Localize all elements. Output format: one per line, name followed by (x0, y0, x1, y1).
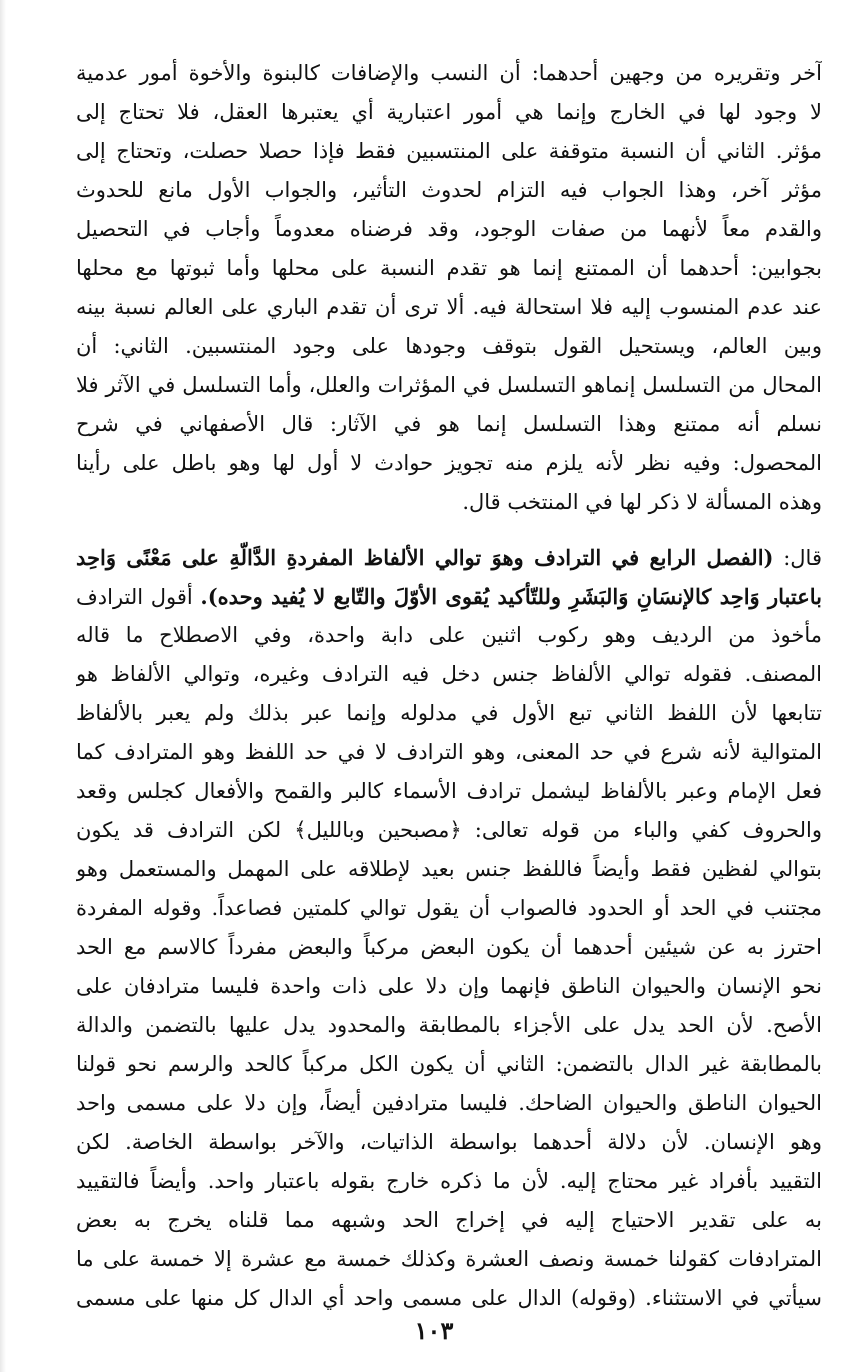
commentary-start: أقول الترادف (76, 585, 201, 609)
paragraph-2 (76, 538, 822, 1318)
text-line: وهذه المسألة لا ذكر لها في المنتخب قال. (462, 490, 822, 514)
text-line: بتوالي لفظين فقط وأيضاً فاللفظ جنس بعيد لإطلاقه على المهمل والمستعمل وهو (76, 857, 822, 881)
text-line: بالمطابقة غير الدال بالتضمن: الثاني أن يكون الكل مركباً كالحد والرسم نحو قولنا (76, 1052, 822, 1076)
text-line: المترادفات كقولنا خمسة ونصف العشرة وكذلك خمسة مع عشرة إلا خمسة على ما (76, 1247, 822, 1271)
text-line: مؤثر. الثاني أن النسبة متوقفة على المنتسبين فقط فإذا حصلا حصلت، وتحتاج إلى (76, 139, 822, 163)
text-line: والقدم معاً لأنهما من صفات الوجود، وقد فرضناه معدوماً وأجاب في التحصيل (76, 217, 822, 241)
text-line: الحيوان الناطق والحيوان الضاحك. فليسا مترادفين أيضاً، وإن دلا على مسمى واحد (76, 1091, 822, 1115)
text-line: عند عدم المنسوب إليه فلا استحالة فيه. ألا ترى أن تقدم الباري على العالم نسبة بينه (76, 295, 822, 319)
page-number: ١٠٣ (414, 1316, 454, 1345)
text-line: المحصول: وفيه نظر لأنه يلزم منه تجويز حوادث لا أول لها وهو باطل على رأينا (76, 451, 822, 475)
text-line: لا وجود لها في الخارج وإنما هي أمور اعتبارية أي يعتبرها العقل، فلا تحتاج إلى (76, 100, 822, 124)
text-line: مؤثر آخر، وهذا الجواب فيه التزام لحدوث التأثير، والجواب الأول مانع للحدوث (76, 178, 822, 202)
text-line: سيأتي في الاستثناء. (وقوله) الدال على مسمى واحد أي الدال كل منها على مسمى (76, 1286, 822, 1310)
text-line: التقييد بأفراد غير محتاج إليه. لأن ما ذكره خارج بقوله باعتبار واحد. وأيضاً فالتقييد (76, 1169, 822, 1193)
quoted-chapter-title: (الفصل الرابع في الترادف وهوَ توالي الألفاظ المفردةِ الدَّالّةِ على مَعْنًى وَاحِد (76, 545, 774, 570)
text-line: آخر وتقريره من وجهين أحدهما: أن النسب والإضافات كالبنوة والأخوة أمور عدمية (76, 61, 822, 85)
page-edge-shadow (0, 0, 6, 1372)
text-line: فعل الإمام وعبر بالألفاظ ليشمل ترادف الأسماء كالبر والقمح والأفعال كجلس وقعد (76, 779, 822, 803)
text-line-quoted-heading (76, 538, 822, 577)
text-line: تتابعها لأن اللفظ الثاني تبع الأول في مدلوله وإنما عبر بذلك ولم يعبر بالألفاظ (76, 701, 822, 725)
text-line: مجتنب في الحد أو الحدود فالصواب أن يقول توالي كلمتين فصاعداً. وقوله المفردة (76, 896, 822, 920)
quoted-chapter-title-cont: باعتبار وَاحِد كالإنسَانِ وَالبَشَرِ وللتّأكيد يُقوى الأوّلَ والتّابع لا يُفيد وحده). (200, 584, 822, 609)
text-line: المصنف. فقوله توالي الألفاظ جنس دخل فيه الترادف وغيره، وتوالي الألفاظ هو (76, 662, 822, 686)
text-line: بجوابين: أحدهما أن الممتنع إنما هو تقدم النسبة على محلها وأما ثبوتها مع محلها (76, 256, 822, 280)
text-line: به على تقدير الاحتياج إليه في إخراج الحد وشبهه مما قلناه يخرج به بعض (76, 1208, 822, 1232)
text-line: نحو الإنسان والحيوان الناطق فإنهما وإن دلا على ذات واحدة فليسا مترادفان على (76, 974, 822, 998)
text-line: وهو الإنسان. لأن دلالة أحدهما بواسطة الذاتيات، والآخر بواسطة الخاصة. لكن (76, 1130, 822, 1154)
quote-intro: قال: (773, 546, 822, 570)
text-line-quoted-heading (76, 577, 822, 616)
paragraph-1 (76, 54, 822, 522)
text-line: المتوالية لأنه شرع في حد المعنى، وهو الترادف لا في حد اللفظ وهو المترادف كما (76, 740, 822, 764)
text-line: مأخوذ من الرديف وهو ركوب اثنين على دابة واحدة، وفي الاصطلاح ما قاله (76, 623, 822, 647)
text-line: وبين العالم، ويستحيل القول بتوقف وجودها على وجود المنتسبين. الثاني: أن (76, 334, 822, 358)
text-line: احترز به عن شيئين أحدهما أن يكون البعض مركباً والبعض مفرداً كالاسم مع الحد (76, 935, 822, 959)
text-line: الأصح. لأن الحد يدل على الأجزاء بالمطابقة والمحدود يدل عليها بالتضمن والدالة (76, 1013, 822, 1037)
text-line: المحال من التسلسل إنماهو التسلسل في المؤثرات والعلل، وأما التسلسل في الآثر فلا (76, 373, 822, 397)
text-line: والحروف كفي والباء من قوله تعالى: ﴿مصبحين وبالليل﴾ لكن الترادف قد يكون (76, 818, 822, 842)
text-line: نسلم أنه ممتنع وهذا التسلسل إنما هو في الآثار: قال الأصفهاني في شرح (76, 412, 822, 436)
